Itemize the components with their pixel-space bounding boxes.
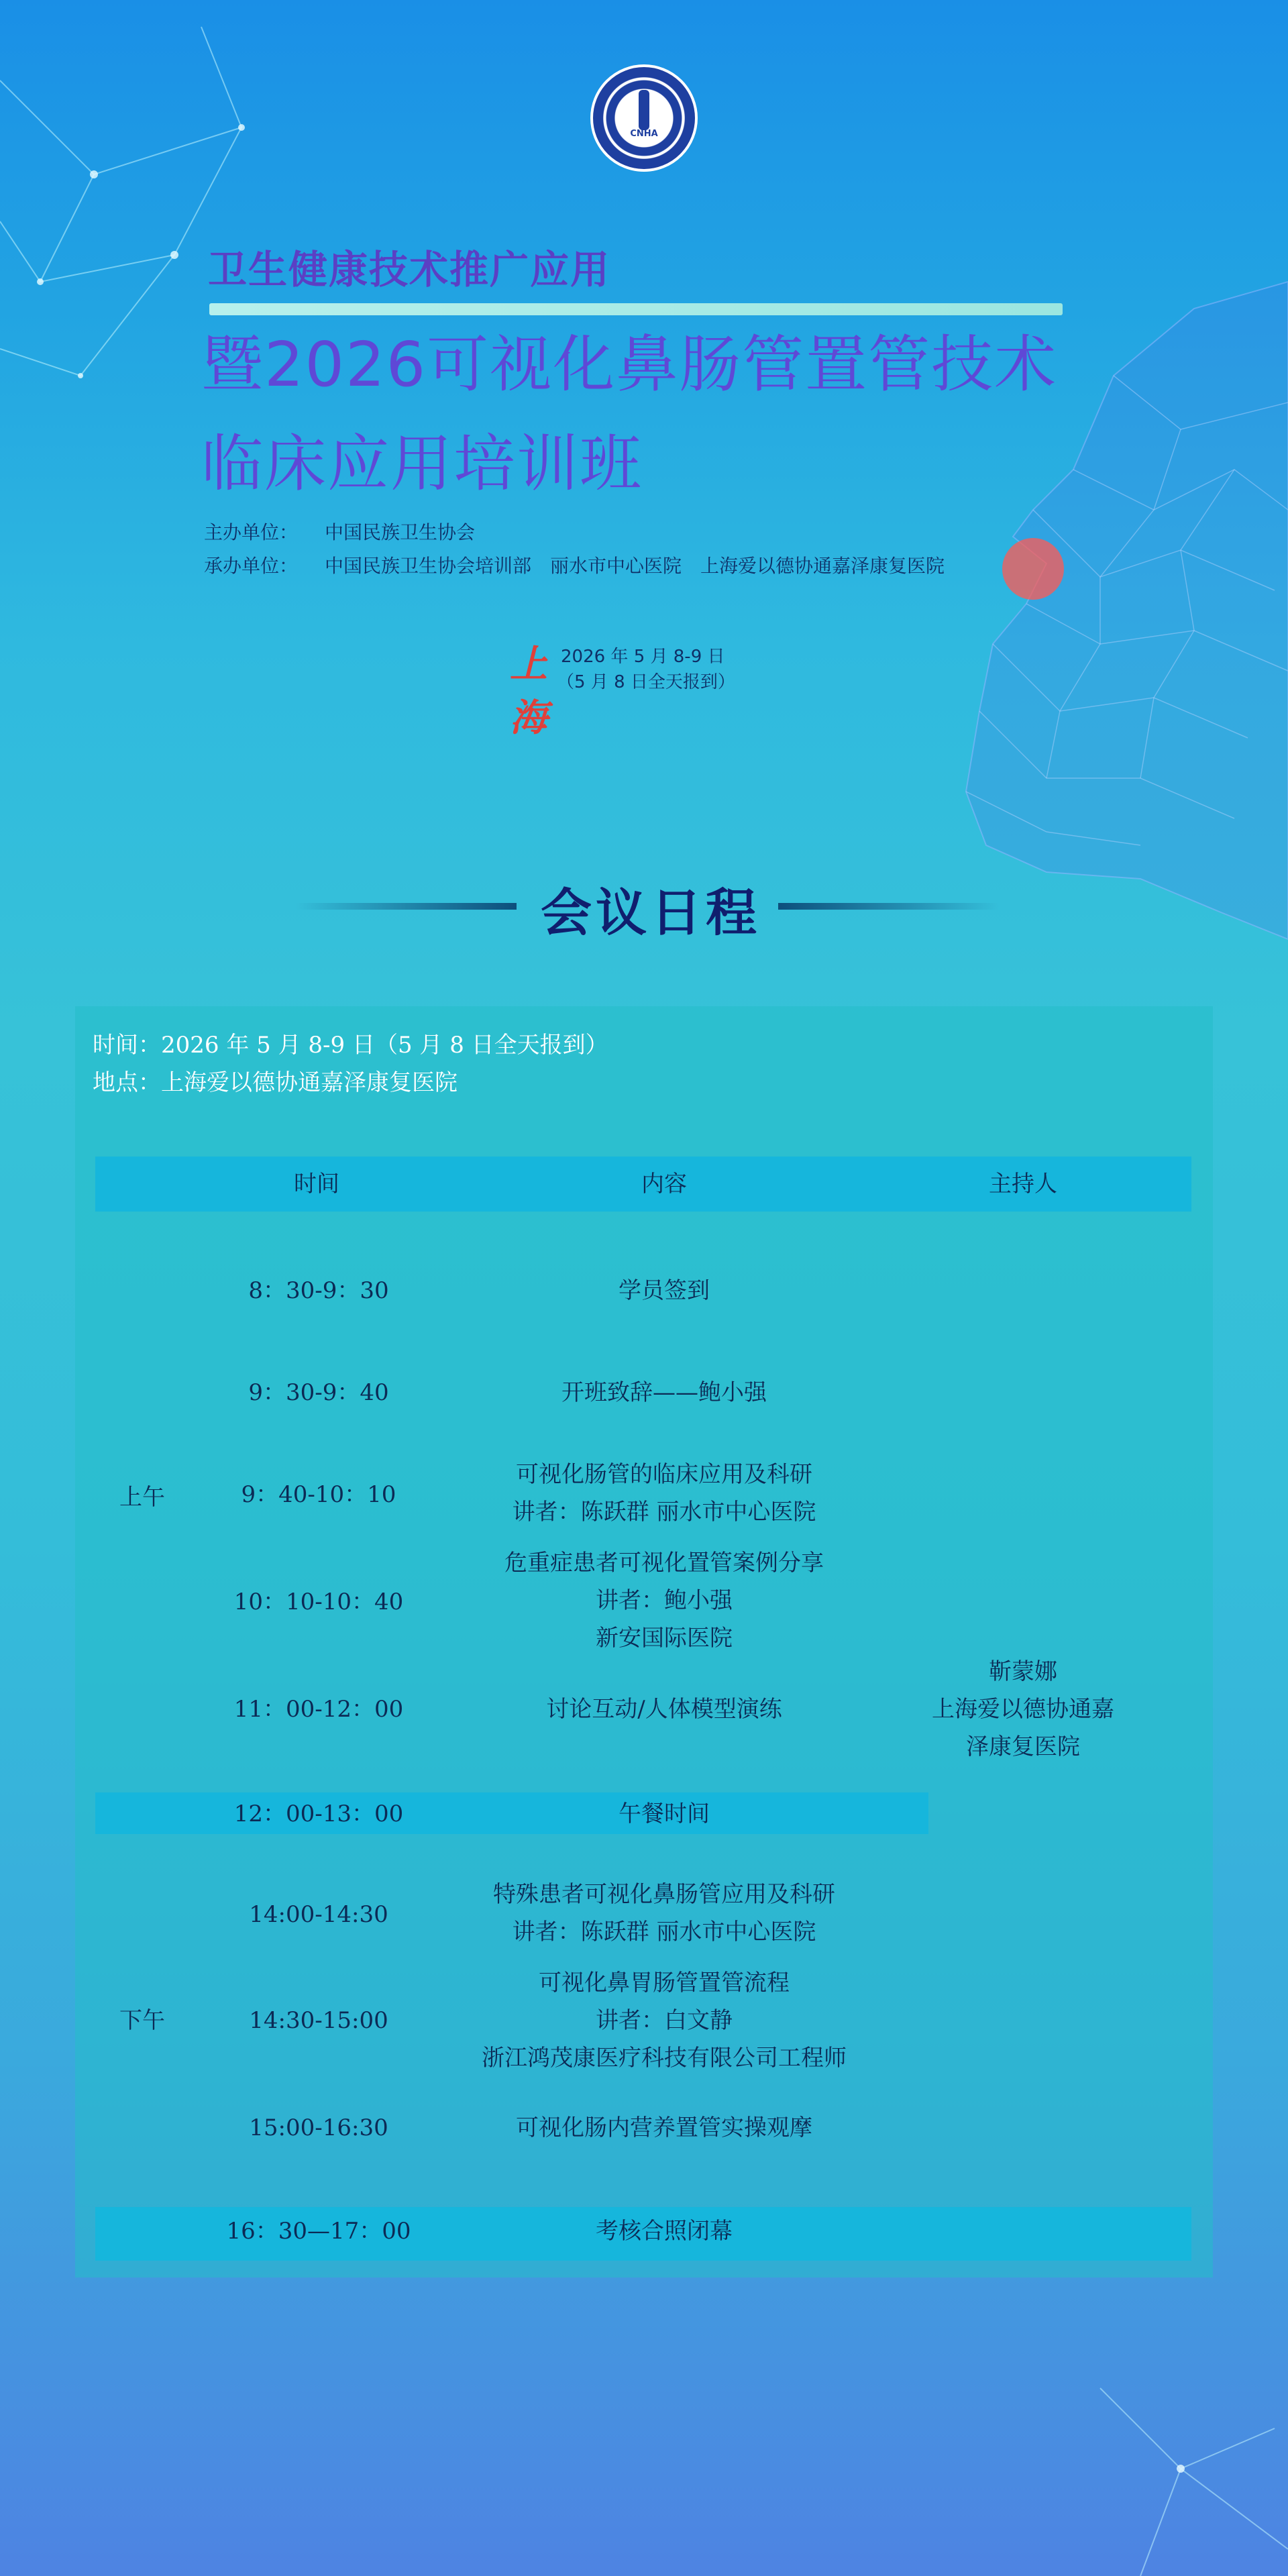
row-8-time: 14:30-15:00 bbox=[249, 2007, 388, 2034]
row-3-content-line1: 可视化肠管的临床应用及科研 bbox=[516, 1461, 812, 1488]
row-3-content-line2: 讲者：陈跃群 丽水市中心医院 bbox=[512, 1499, 816, 1525]
row-3-time: 9：40-10：10 bbox=[241, 1481, 396, 1508]
row-8-content-line3: 浙江鸿茂康医疗科技有限公司工程师 bbox=[482, 2045, 847, 2072]
row-7-content-line1: 特殊患者可视化鼻肠管应用及科研 bbox=[493, 1881, 835, 1908]
row-8-content-line1: 可视化鼻胃肠管置管流程 bbox=[539, 1970, 790, 1996]
row-2-content: 开班致辞——鲍小强 bbox=[561, 1379, 767, 1406]
row-4-content-line3: 新安国际医院 bbox=[596, 1625, 733, 1652]
row-7-time: 14:00-14:30 bbox=[249, 1901, 388, 1928]
organizer-label: 承办单位： bbox=[204, 555, 299, 577]
row-10-content: 考核合照闭幕 bbox=[596, 2218, 733, 2245]
section-line-left bbox=[295, 903, 517, 910]
nose-highlight bbox=[1002, 538, 1064, 600]
row-8-content-line2: 讲者：白文静 bbox=[596, 2007, 733, 2034]
afternoon-label: 下午 bbox=[119, 2007, 165, 2034]
host-org-line2: 泽康复医院 bbox=[966, 1733, 1080, 1760]
row-5-content: 讨论互动/人体模型演练 bbox=[546, 1696, 782, 1723]
morning-label: 上午 bbox=[119, 1484, 165, 1511]
title-line-3: 临床应用培训班 bbox=[201, 428, 643, 500]
organizer-value: 中国民族卫生协会培训部 丽水市中心医院 上海爱以德协通嘉泽康复医院 bbox=[325, 555, 945, 577]
section-line-right bbox=[778, 903, 1000, 910]
header-host: 主持人 bbox=[989, 1171, 1057, 1197]
host-org-line1: 上海爱以德协通嘉 bbox=[932, 1696, 1114, 1723]
row-4-content-line1: 危重症患者可视化置管案例分享 bbox=[504, 1550, 824, 1576]
row-10-time: 16：30—17：00 bbox=[226, 2218, 411, 2245]
row-7-content-line2: 讲者：陈跃群 丽水市中心医院 bbox=[512, 1919, 816, 1945]
logo-text: CNHA bbox=[630, 129, 658, 139]
section-title: 会议日程 bbox=[541, 883, 761, 943]
host-name: 靳蒙娜 bbox=[989, 1658, 1057, 1685]
organizer-unit bbox=[204, 551, 945, 578]
row-9-content: 可视化肠内营养置管实操观摩 bbox=[516, 2114, 812, 2141]
caduceus-icon bbox=[639, 90, 649, 130]
row-6-content: 午餐时间 bbox=[619, 1801, 710, 1827]
header-time: 时间 bbox=[294, 1171, 339, 1197]
row-4-time: 10：10-10：40 bbox=[233, 1589, 404, 1615]
host-unit bbox=[204, 518, 475, 545]
title-line-1: 卫生健康技术推广应用 bbox=[208, 247, 611, 292]
meeting-place: 地点：上海爱以德协通嘉泽康复医院 bbox=[93, 1069, 458, 1096]
meeting-time: 时间：2026 年 5 月 8-9 日（5 月 8 日全天报到） bbox=[93, 1032, 608, 1059]
event-date: 2026 年 5 月 8-9 日 bbox=[561, 647, 725, 667]
row-9-time: 15:00-16:30 bbox=[249, 2114, 388, 2141]
association-logo bbox=[590, 64, 698, 172]
row-6-time: 12：00-13：00 bbox=[233, 1801, 404, 1827]
row-4-content-line2: 讲者：鲍小强 bbox=[596, 1587, 733, 1614]
event-registration-note: （5 月 8 日全天报到） bbox=[557, 672, 735, 692]
row-2-time: 9：30-9：40 bbox=[248, 1379, 389, 1406]
host-value: 中国民族卫生协会 bbox=[325, 521, 476, 543]
row-1-time: 8：30-9：30 bbox=[248, 1277, 389, 1304]
row-1-content: 学员签到 bbox=[619, 1277, 710, 1304]
title-divider bbox=[209, 303, 1063, 315]
row-5-time: 11：00-12：00 bbox=[233, 1696, 404, 1723]
title-line-2: 暨2026可视化鼻肠管置管技术 bbox=[201, 329, 1058, 400]
shanghai-mark: 上海 bbox=[510, 642, 547, 740]
host-label: 主办单位： bbox=[204, 521, 299, 543]
header-content: 内容 bbox=[641, 1171, 687, 1197]
